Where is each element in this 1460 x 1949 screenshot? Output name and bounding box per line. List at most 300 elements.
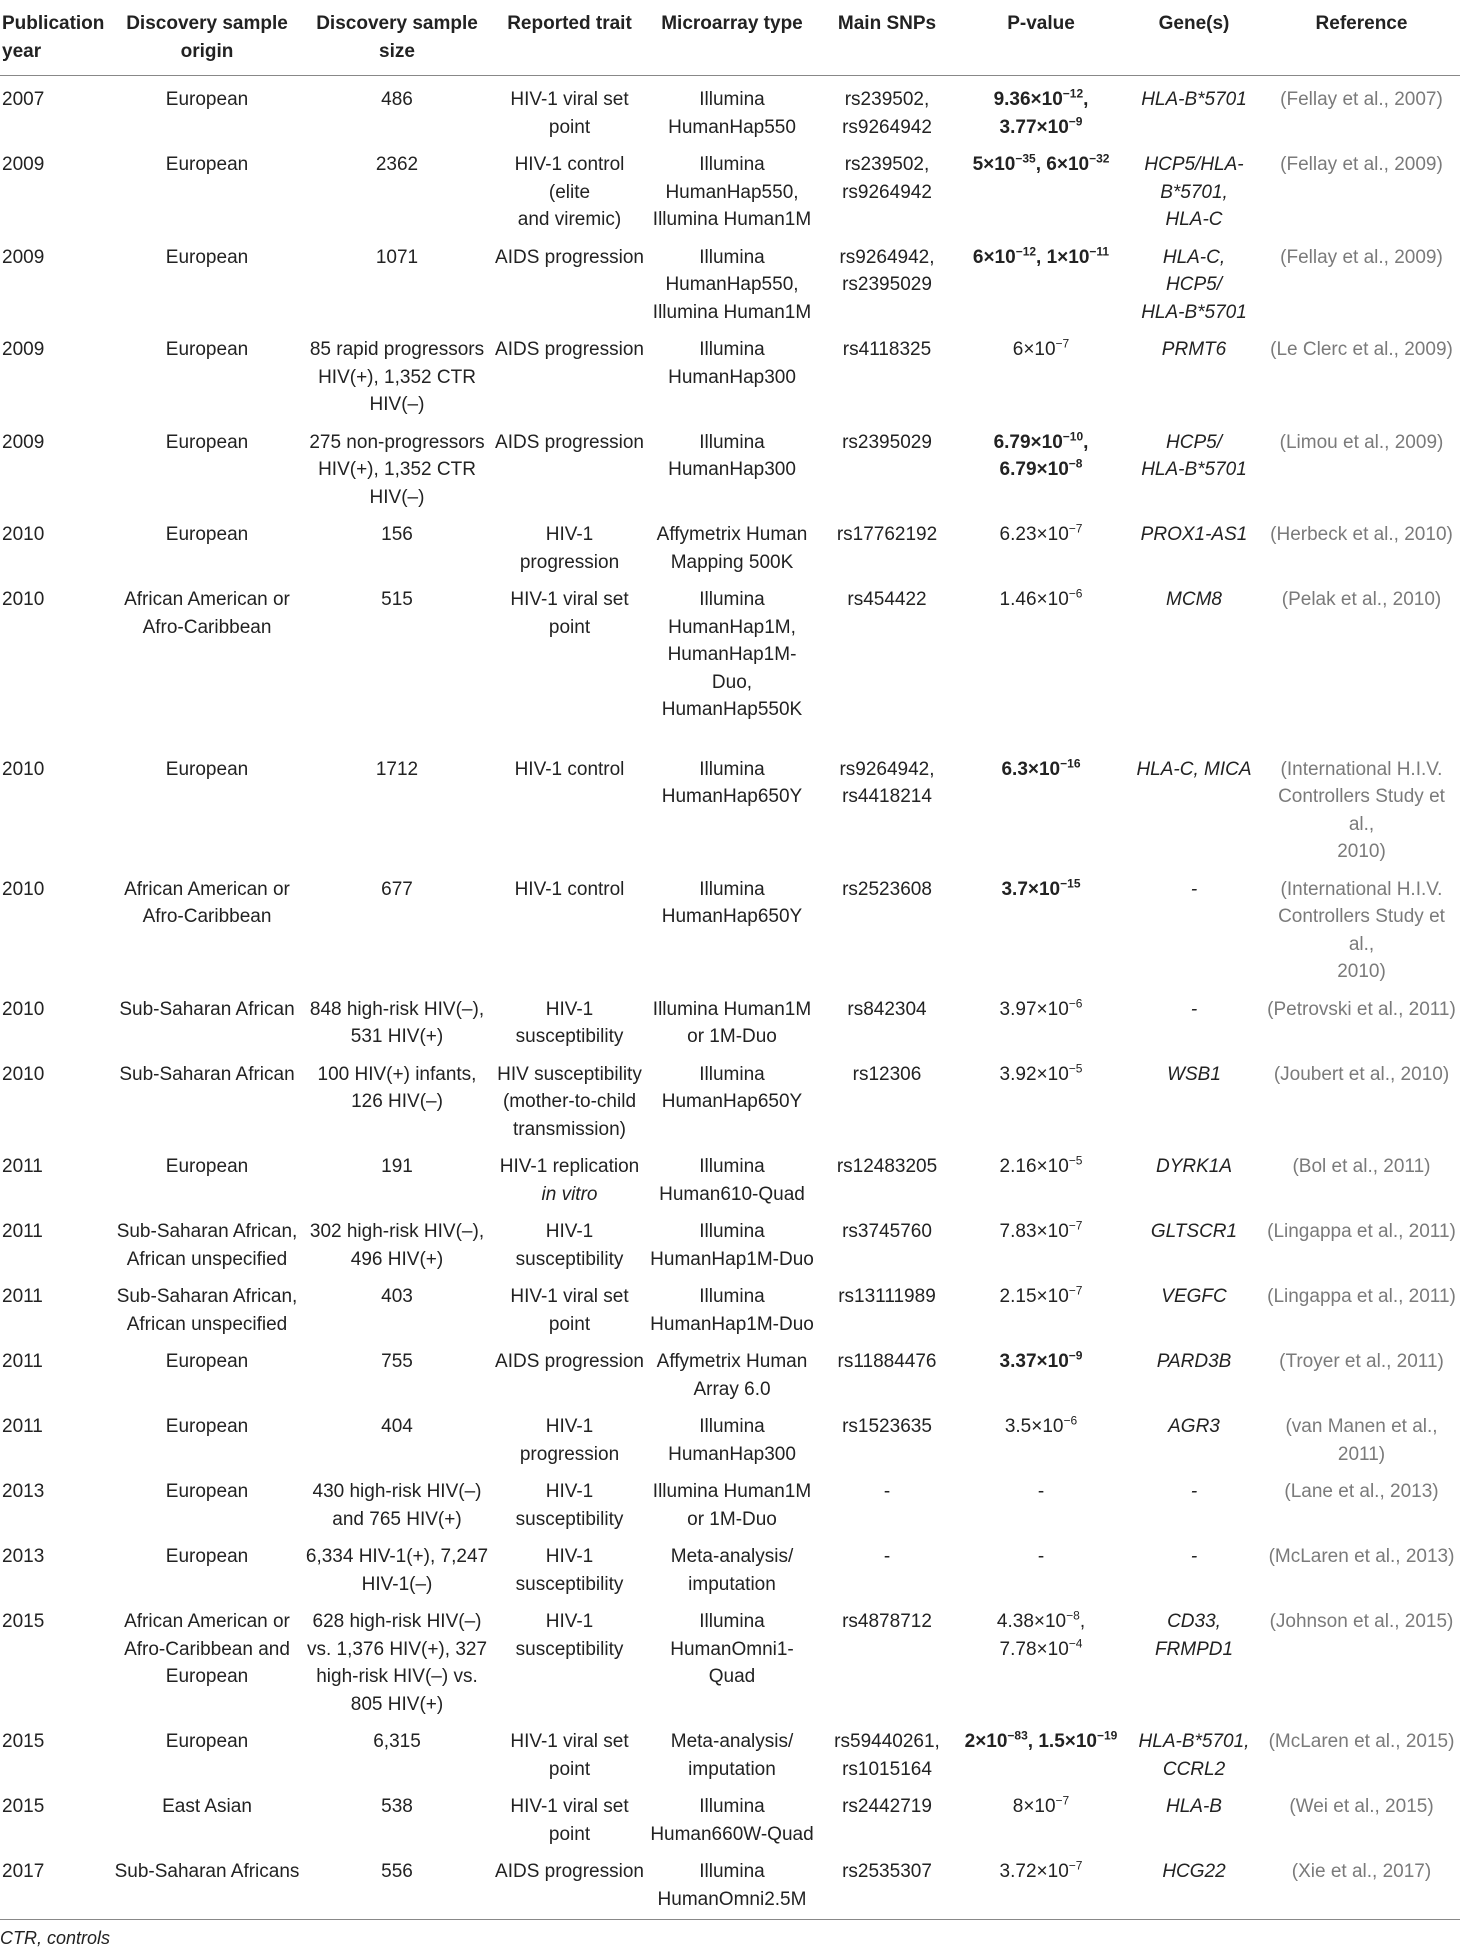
cell-p-value: [957, 1338, 1125, 1403]
cell-year: 2010: [2, 1063, 45, 1085]
cell-sample-origin-line: Sub-Saharan African,: [116, 1221, 298, 1242]
table-row: [0, 866, 1460, 986]
cell-microarray-type-line: HumanHap550: [668, 116, 796, 138]
cell-reported-trait: [492, 76, 647, 142]
cell-main-snps-line: rs239502,: [844, 154, 930, 175]
cell-sample-size-line: vs. 1,376 HIV(+), 327: [306, 1638, 488, 1660]
cell-main-snps: [817, 1468, 957, 1533]
cell-microarray-type-line: HumanHap650Y: [661, 1091, 803, 1112]
table-row: [0, 1338, 1460, 1403]
cell-microarray-type: [647, 866, 817, 986]
cell-sample-size-line: 531 HIV(+): [350, 1026, 444, 1047]
cell-reference-line: (Johnson et al., 2015): [1269, 1611, 1454, 1632]
cell-sample-size: [302, 1051, 492, 1144]
cell-main-snps-line: rs4878712: [842, 1611, 932, 1632]
cell-genes-line: HCP5/: [1166, 274, 1222, 295]
p-value-exponent: −8: [1066, 1608, 1080, 1623]
cell-year: 2015: [2, 1611, 45, 1632]
table-row: [0, 1273, 1460, 1338]
p-value-exponent: −6: [1068, 996, 1083, 1011]
cell-main-snps: [817, 1338, 957, 1403]
cell-microarray-type-line: HumanHap650Y: [661, 786, 803, 807]
cell-main-snps: [817, 76, 957, 142]
cell-reported-trait-line: susceptibility: [515, 1026, 624, 1047]
cell-main-snps-line: -: [883, 1546, 891, 1567]
p-value-part: 3.77×10: [999, 116, 1069, 138]
p-value-part: 3.72×10: [999, 1861, 1069, 1882]
cell-sample-size: [302, 326, 492, 419]
cell-main-snps-line: rs59440261,: [834, 1731, 940, 1752]
cell-sample-size-line: 538: [381, 1796, 413, 1817]
cell-sample-size-line: 556: [381, 1861, 413, 1882]
cell-microarray-type-line: HumanOmni2.5M: [657, 1888, 807, 1910]
cell-genes: [1125, 234, 1263, 327]
cell-microarray-type: [647, 326, 817, 419]
p-value-part: 7.83×10: [999, 1221, 1069, 1242]
cell-sample-size-line: 2362: [375, 154, 419, 175]
cell-reference: [1263, 866, 1460, 986]
cell-sample-size-line: 275 non-progressors: [309, 431, 485, 453]
cell-main-snps: [817, 511, 957, 576]
cell-main-snps-line: rs239502,: [844, 89, 930, 110]
cell-reference-line: (Fellay et al., 2009): [1280, 154, 1443, 175]
cell-main-snps-line: rs13111989: [838, 1286, 936, 1307]
cell-sample-origin: [112, 986, 302, 1051]
cell-sample-size-line: 805 HIV(+): [350, 1693, 444, 1715]
cell-reference: [1263, 326, 1460, 419]
cell-year: 2009: [2, 246, 45, 268]
cell-genes-line: HCP5/: [1166, 431, 1222, 453]
cell-microarray-type: [647, 1338, 817, 1403]
p-value-part: ,: [1079, 1611, 1086, 1632]
cell-microarray-type-line: Illumina Human1M: [652, 998, 812, 1020]
p-value-line: [959, 86, 1123, 114]
cell-microarray-type-line: Human610-Quad: [659, 1183, 805, 1205]
cell-sample-size-line: HIV(+), 1,352 CTR: [318, 366, 476, 388]
cell-reference-line: 2010): [1337, 961, 1386, 982]
cell-sample-size-line: 755: [381, 1351, 413, 1372]
cell-genes-line: GLTSCR1: [1150, 1221, 1238, 1242]
cell-main-snps-line: rs3745760: [842, 1221, 932, 1242]
cell-genes: [1125, 746, 1263, 866]
cell-genes: [1125, 76, 1263, 142]
cell-genes: [1125, 866, 1263, 986]
cell-genes-line: AGR3: [1168, 1416, 1220, 1437]
cell-microarray-type: [647, 1403, 817, 1468]
cell-microarray-type-line: Affymetrix Human: [656, 524, 808, 545]
cell-reference-line: (Lane et al., 2013): [1284, 1481, 1439, 1502]
cell-microarray-type-line: Illumina: [699, 878, 765, 900]
cell-sample-size-line: 677: [381, 878, 413, 900]
cell-microarray-type: [647, 1848, 817, 1919]
cell-reported-trait-line: AIDS progression: [495, 246, 644, 268]
cell-microarray-type-line: Illumina: [699, 1286, 765, 1307]
cell-genes: [1125, 1403, 1263, 1468]
cell-sample-size-line: 486: [381, 89, 413, 110]
cell-microarray-type-line: Mapping 500K: [670, 551, 794, 573]
p-value-line: [959, 1283, 1123, 1311]
cell-reported-trait: [492, 1273, 647, 1338]
p-value-line: [959, 1636, 1123, 1664]
cell-sample-size: [302, 511, 492, 576]
cell-microarray-type-line: Illumina Human1M: [652, 301, 812, 323]
cell-sample-size-line: HIV-1(–): [361, 1573, 433, 1595]
cell-sample-origin-line: Afro-Caribbean and: [124, 1638, 290, 1660]
cell-main-snps-line: rs4418214: [842, 786, 932, 807]
cell-year: 2011: [2, 1156, 43, 1177]
cell-year: 2010: [2, 878, 45, 900]
cell-reference-line: (Limou et al., 2009): [1279, 431, 1444, 453]
cell-genes: [1125, 1468, 1263, 1533]
cell-reference-line: (Le Clerc et al., 2009): [1270, 339, 1453, 360]
cell-sample-origin-line: African American or: [124, 1611, 290, 1632]
cell-microarray-type-line: HumanHap300: [668, 459, 796, 480]
cell-reference-line: (Pelak et al., 2010): [1281, 589, 1442, 610]
cell-microarray-type-line: Illumina: [699, 339, 765, 360]
cell-p-value: [957, 746, 1125, 866]
p-value-exponent: −12: [1062, 86, 1084, 101]
cell-microarray-type-line: Illumina Human1M: [652, 209, 812, 230]
header-p-value: P-value: [957, 0, 1125, 76]
cell-microarray-type-line: Illumina: [699, 1156, 765, 1177]
cell-microarray-type: [647, 1718, 817, 1783]
cell-sample-size: [302, 1208, 492, 1273]
cell-sample-size-line: 6,315: [373, 1731, 421, 1752]
cell-reported-trait-line: (mother-to-child: [502, 1091, 637, 1112]
p-value-part: -: [1037, 1481, 1045, 1502]
cell-reported-trait: [492, 326, 647, 419]
cell-reported-trait-line: HIV-1 control (elite: [514, 154, 625, 203]
cell-reported-trait-line: AIDS progression: [495, 1861, 644, 1882]
cell-microarray-type-line: HumanHap550K: [661, 699, 803, 720]
cell-microarray-type-line: HumanHap550,: [665, 181, 799, 203]
p-value-part: 6.23×10: [999, 524, 1069, 545]
cell-reference: [1263, 986, 1460, 1051]
cell-microarray-type-line: Illumina: [699, 246, 765, 268]
p-value-line: [959, 1413, 1123, 1441]
p-value-exponent: −12: [1015, 244, 1037, 259]
p-value-exponent: −11: [1089, 244, 1110, 259]
cell-sample-size-line: and 765 HIV(+): [332, 1508, 462, 1530]
cell-genes: [1125, 986, 1263, 1051]
p-value-line: [959, 114, 1123, 142]
cell-reported-trait: [492, 866, 647, 986]
cell-p-value: [957, 866, 1125, 986]
cell-main-snps-line: rs2442719: [842, 1796, 932, 1817]
cell-reference: [1263, 1468, 1460, 1533]
cell-microarray-type: [647, 141, 817, 234]
cell-year: 2009: [2, 431, 45, 453]
cell-microarray-type-line: HumanHap1M-Duo: [650, 1248, 814, 1270]
table-row: [0, 746, 1460, 866]
cell-sample-origin: [112, 576, 302, 746]
cell-sample-size: [302, 1273, 492, 1338]
p-value-part: 6.79×10: [999, 459, 1069, 480]
header-publication-year: Publication year: [0, 0, 112, 76]
cell-reference: [1263, 234, 1460, 327]
cell-sample-origin-line: European: [165, 1156, 249, 1177]
p-value-line: [959, 1478, 1123, 1506]
table-row: [0, 1598, 1460, 1718]
cell-main-snps-line: rs4118325: [842, 339, 932, 360]
p-value-part: 6×10: [1012, 339, 1056, 360]
cell-sample-origin: [112, 1403, 302, 1468]
cell-sample-origin-line: African unspecified: [126, 1248, 288, 1270]
cell-year: 2007: [2, 89, 45, 110]
cell-main-snps: [817, 746, 957, 866]
cell-sample-size-line: 85 rapid progressors: [309, 339, 485, 360]
p-value-part: 1×10: [1046, 246, 1090, 268]
cell-sample-origin-line: European: [165, 154, 249, 175]
cell-microarray-type-line: imputation: [688, 1758, 776, 1780]
cell-main-snps-line: rs9264942,: [839, 758, 935, 780]
cell-reported-trait: [492, 419, 647, 512]
p-value-part: 3.5×10: [1004, 1416, 1064, 1437]
cell-main-snps-line: rs9264942: [842, 181, 932, 203]
cell-microarray-type: [647, 1783, 817, 1848]
cell-sample-origin: [112, 746, 302, 866]
cell-microarray-type: [647, 576, 817, 746]
cell-year: 2011: [2, 1286, 43, 1307]
p-value-line: [959, 244, 1123, 272]
cell-microarray-type: [647, 986, 817, 1051]
p-value-exponent: −32: [1089, 151, 1110, 166]
cell-reported-trait-line: HIV-1: [545, 1546, 594, 1567]
cell-reference: [1263, 1718, 1460, 1783]
table-row: [0, 1403, 1460, 1468]
p-value-exponent: −7: [1055, 336, 1070, 351]
cell-sample-origin: [112, 1143, 302, 1208]
cell-main-snps: [817, 1273, 957, 1338]
cell-sample-origin: [112, 1273, 302, 1338]
cell-genes-line: DYRK1A: [1155, 1156, 1233, 1177]
cell-reported-trait-line: susceptibility: [515, 1508, 624, 1530]
cell-microarray-type: [647, 419, 817, 512]
cell-main-snps: [817, 1403, 957, 1468]
cell-year: 2013: [2, 1481, 45, 1502]
cell-sample-origin-line: European: [165, 758, 249, 780]
cell-genes-line: MCM8: [1166, 589, 1222, 610]
cell-main-snps: [817, 1783, 957, 1848]
p-value-exponent: −16: [1060, 756, 1081, 771]
cell-microarray-type: [647, 746, 817, 866]
cell-sample-size: [302, 1533, 492, 1598]
cell-p-value: [957, 141, 1125, 234]
p-value-part: 1.5×10: [1038, 1731, 1097, 1752]
cell-microarray-type-line: Illumina: [699, 431, 765, 453]
cell-p-value: [957, 1848, 1125, 1919]
cell-main-snps: [817, 326, 957, 419]
table-body: [0, 76, 1460, 1920]
cell-sample-size-line: 302 high-risk HIV(–),: [309, 1221, 485, 1242]
cell-reported-trait-line: point: [548, 616, 591, 638]
cell-sample-size: [302, 1468, 492, 1533]
cell-microarray-type-line: or 1M-Duo: [687, 1508, 777, 1530]
cell-main-snps-line: rs2395029: [842, 274, 932, 295]
cell-sample-origin: [112, 511, 302, 576]
cell-reference: [1263, 746, 1460, 866]
cell-sample-origin: [112, 1783, 302, 1848]
cell-p-value: [957, 326, 1125, 419]
cell-reported-trait-line: HIV-1 viral set: [510, 1286, 629, 1307]
p-value-line: [959, 336, 1123, 364]
cell-microarray-type-line: Illumina: [699, 89, 765, 110]
p-value-part: ,: [1083, 89, 1089, 110]
p-value-exponent: −7: [1068, 1283, 1083, 1298]
header-reported-trait: Reported trait: [492, 0, 647, 76]
cell-sample-origin-line: European: [165, 246, 249, 268]
cell-genes-line: HLA-C, MICA: [1136, 758, 1252, 780]
cell-sample-origin: [112, 1718, 302, 1783]
cell-reference: [1263, 1403, 1460, 1468]
cell-reported-trait-line: HIV-1 control: [514, 758, 625, 780]
cell-microarray-type-line: Illumina: [699, 758, 765, 780]
cell-sample-size-line: 126 HIV(–): [351, 1091, 443, 1112]
cell-year: 2010: [2, 998, 45, 1020]
p-value-line: [959, 1061, 1123, 1089]
cell-main-snps: [817, 866, 957, 986]
cell-reported-trait-line: susceptibility: [515, 1638, 624, 1660]
cell-reported-trait-line: HIV-1 control: [514, 878, 625, 900]
cell-p-value: [957, 1403, 1125, 1468]
cell-reference: [1263, 1533, 1460, 1598]
cell-main-snps: [817, 1533, 957, 1598]
cell-reference: [1263, 76, 1460, 142]
cell-main-snps-line: rs2395029: [842, 431, 932, 453]
cell-sample-origin-line: European: [165, 1666, 249, 1687]
p-value-line: [959, 151, 1123, 179]
cell-microarray-type-line: HumanHap300: [668, 366, 796, 388]
p-value-part: -: [1037, 1546, 1045, 1567]
cell-sample-origin-line: European: [165, 1731, 249, 1752]
p-value-part: 9.36×10: [993, 89, 1063, 110]
cell-p-value: [957, 1208, 1125, 1273]
cell-genes: [1125, 326, 1263, 419]
cell-reference-line: (Petrovski et al., 2011): [1267, 998, 1456, 1020]
cell-main-snps-line: rs2535307: [842, 1861, 932, 1882]
p-value-line: [959, 456, 1123, 484]
cell-microarray-type: [647, 511, 817, 576]
cell-sample-size-line: 191: [381, 1156, 413, 1177]
table-row: [0, 986, 1460, 1051]
cell-year: 2011: [2, 1351, 43, 1372]
cell-p-value: [957, 1533, 1125, 1598]
cell-reported-trait-line: HIV-1 replication: [499, 1156, 640, 1177]
cell-genes-line: HLA-C: [1165, 209, 1223, 230]
cell-reference-line: (van Manen et al.,: [1285, 1416, 1438, 1437]
table-row: [0, 511, 1460, 576]
cell-sample-origin-line: European: [165, 1416, 249, 1437]
cell-reference: [1263, 1783, 1460, 1848]
p-value-line: [959, 521, 1123, 549]
cell-main-snps: [817, 141, 957, 234]
cell-reported-trait-line: AIDS progression: [495, 431, 644, 453]
p-value-line: [959, 996, 1123, 1024]
cell-main-snps: [817, 1718, 957, 1783]
cell-reference-line: (McLaren et al., 2013): [1268, 1546, 1455, 1567]
cell-p-value: [957, 576, 1125, 746]
cell-main-snps: [817, 1143, 957, 1208]
cell-reference-line: (Herbeck et al., 2010): [1270, 524, 1453, 545]
p-value-line: [959, 1793, 1123, 1821]
header-row: [0, 0, 1460, 76]
cell-sample-size: [302, 576, 492, 746]
p-value-part: 6.3×10: [1001, 758, 1061, 780]
p-value-part: 3.97×10: [999, 998, 1069, 1020]
cell-sample-size-line: 430 high-risk HIV(–): [312, 1481, 482, 1502]
header-sample-size: Discovery sample size: [302, 0, 492, 76]
cell-reference-line: Controllers Study et al.,: [1278, 906, 1445, 955]
cell-genes: [1125, 1718, 1263, 1783]
header-genes: Gene(s): [1125, 0, 1263, 76]
cell-reported-trait: [492, 986, 647, 1051]
cell-microarray-type-line: HumanHap550,: [665, 274, 799, 295]
p-value-exponent: −7: [1068, 521, 1083, 536]
p-value-part: ,: [1083, 431, 1089, 453]
cell-year: 2017: [2, 1861, 45, 1882]
cell-sample-size-line: HIV(–): [369, 486, 425, 508]
cell-genes-line: CCRL2: [1162, 1758, 1226, 1780]
cell-sample-size: [302, 1338, 492, 1403]
cell-reference-line: (Fellay et al., 2007): [1280, 89, 1443, 110]
cell-year: 2010: [2, 589, 45, 610]
cell-reference: [1263, 1848, 1460, 1919]
table-row: [0, 141, 1460, 234]
cell-reported-trait-line: HIV-1 progression: [519, 1416, 620, 1465]
cell-sample-size-line: 628 high-risk HIV(–): [312, 1611, 482, 1632]
cell-reference-line: (Lingappa et al., 2011): [1267, 1221, 1456, 1242]
cell-genes-line: HLA-B*5701: [1141, 459, 1247, 480]
cell-microarray-type: [647, 1051, 817, 1144]
table-row: [0, 1848, 1460, 1919]
cell-p-value: [957, 986, 1125, 1051]
cell-reported-trait: [492, 511, 647, 576]
p-value-exponent: −9: [1068, 114, 1083, 129]
cell-reported-trait-line: HIV-1 viral set: [510, 1796, 629, 1817]
cell-reported-trait: [492, 1208, 647, 1273]
cell-genes: [1125, 1848, 1263, 1919]
cell-reported-trait: [492, 234, 647, 327]
cell-main-snps-line: -: [883, 1481, 891, 1502]
cell-reference: [1263, 1338, 1460, 1403]
table-row: [0, 1051, 1460, 1144]
cell-reported-trait-line: HIV susceptibility: [497, 1063, 642, 1085]
cell-sample-size-line: 100 HIV(+) infants,: [317, 1063, 477, 1085]
p-value-part: 2.15×10: [999, 1286, 1069, 1307]
cell-reference: [1263, 1051, 1460, 1144]
p-value-part: 5×10: [972, 154, 1016, 175]
table-row: [0, 1533, 1460, 1598]
p-value-part: 6.79×10: [993, 431, 1063, 453]
cell-microarray-type-line: Illumina: [699, 1416, 765, 1437]
cell-genes: [1125, 419, 1263, 512]
cell-reference-line: (Xie et al., 2017): [1291, 1861, 1432, 1882]
cell-sample-size: [302, 1783, 492, 1848]
cell-sample-size: [302, 1598, 492, 1718]
cell-reference-line: 2010): [1337, 841, 1386, 862]
cell-year: 2015: [2, 1731, 45, 1752]
cell-microarray-type-line: Affymetrix Human: [656, 1351, 808, 1372]
cell-main-snps: [817, 1051, 957, 1144]
p-value-exponent: −7: [1068, 1858, 1083, 1873]
p-value-part: 6×10: [1046, 154, 1090, 175]
p-value-exponent: −35: [1015, 151, 1036, 166]
cell-year: 2011: [2, 1221, 43, 1242]
cell-sample-origin-line: European: [165, 1351, 249, 1372]
header-microarray-type: Microarray type: [647, 0, 817, 76]
cell-reported-trait-line: HIV-1 progression: [519, 524, 620, 573]
cell-year: 2010: [2, 524, 45, 545]
